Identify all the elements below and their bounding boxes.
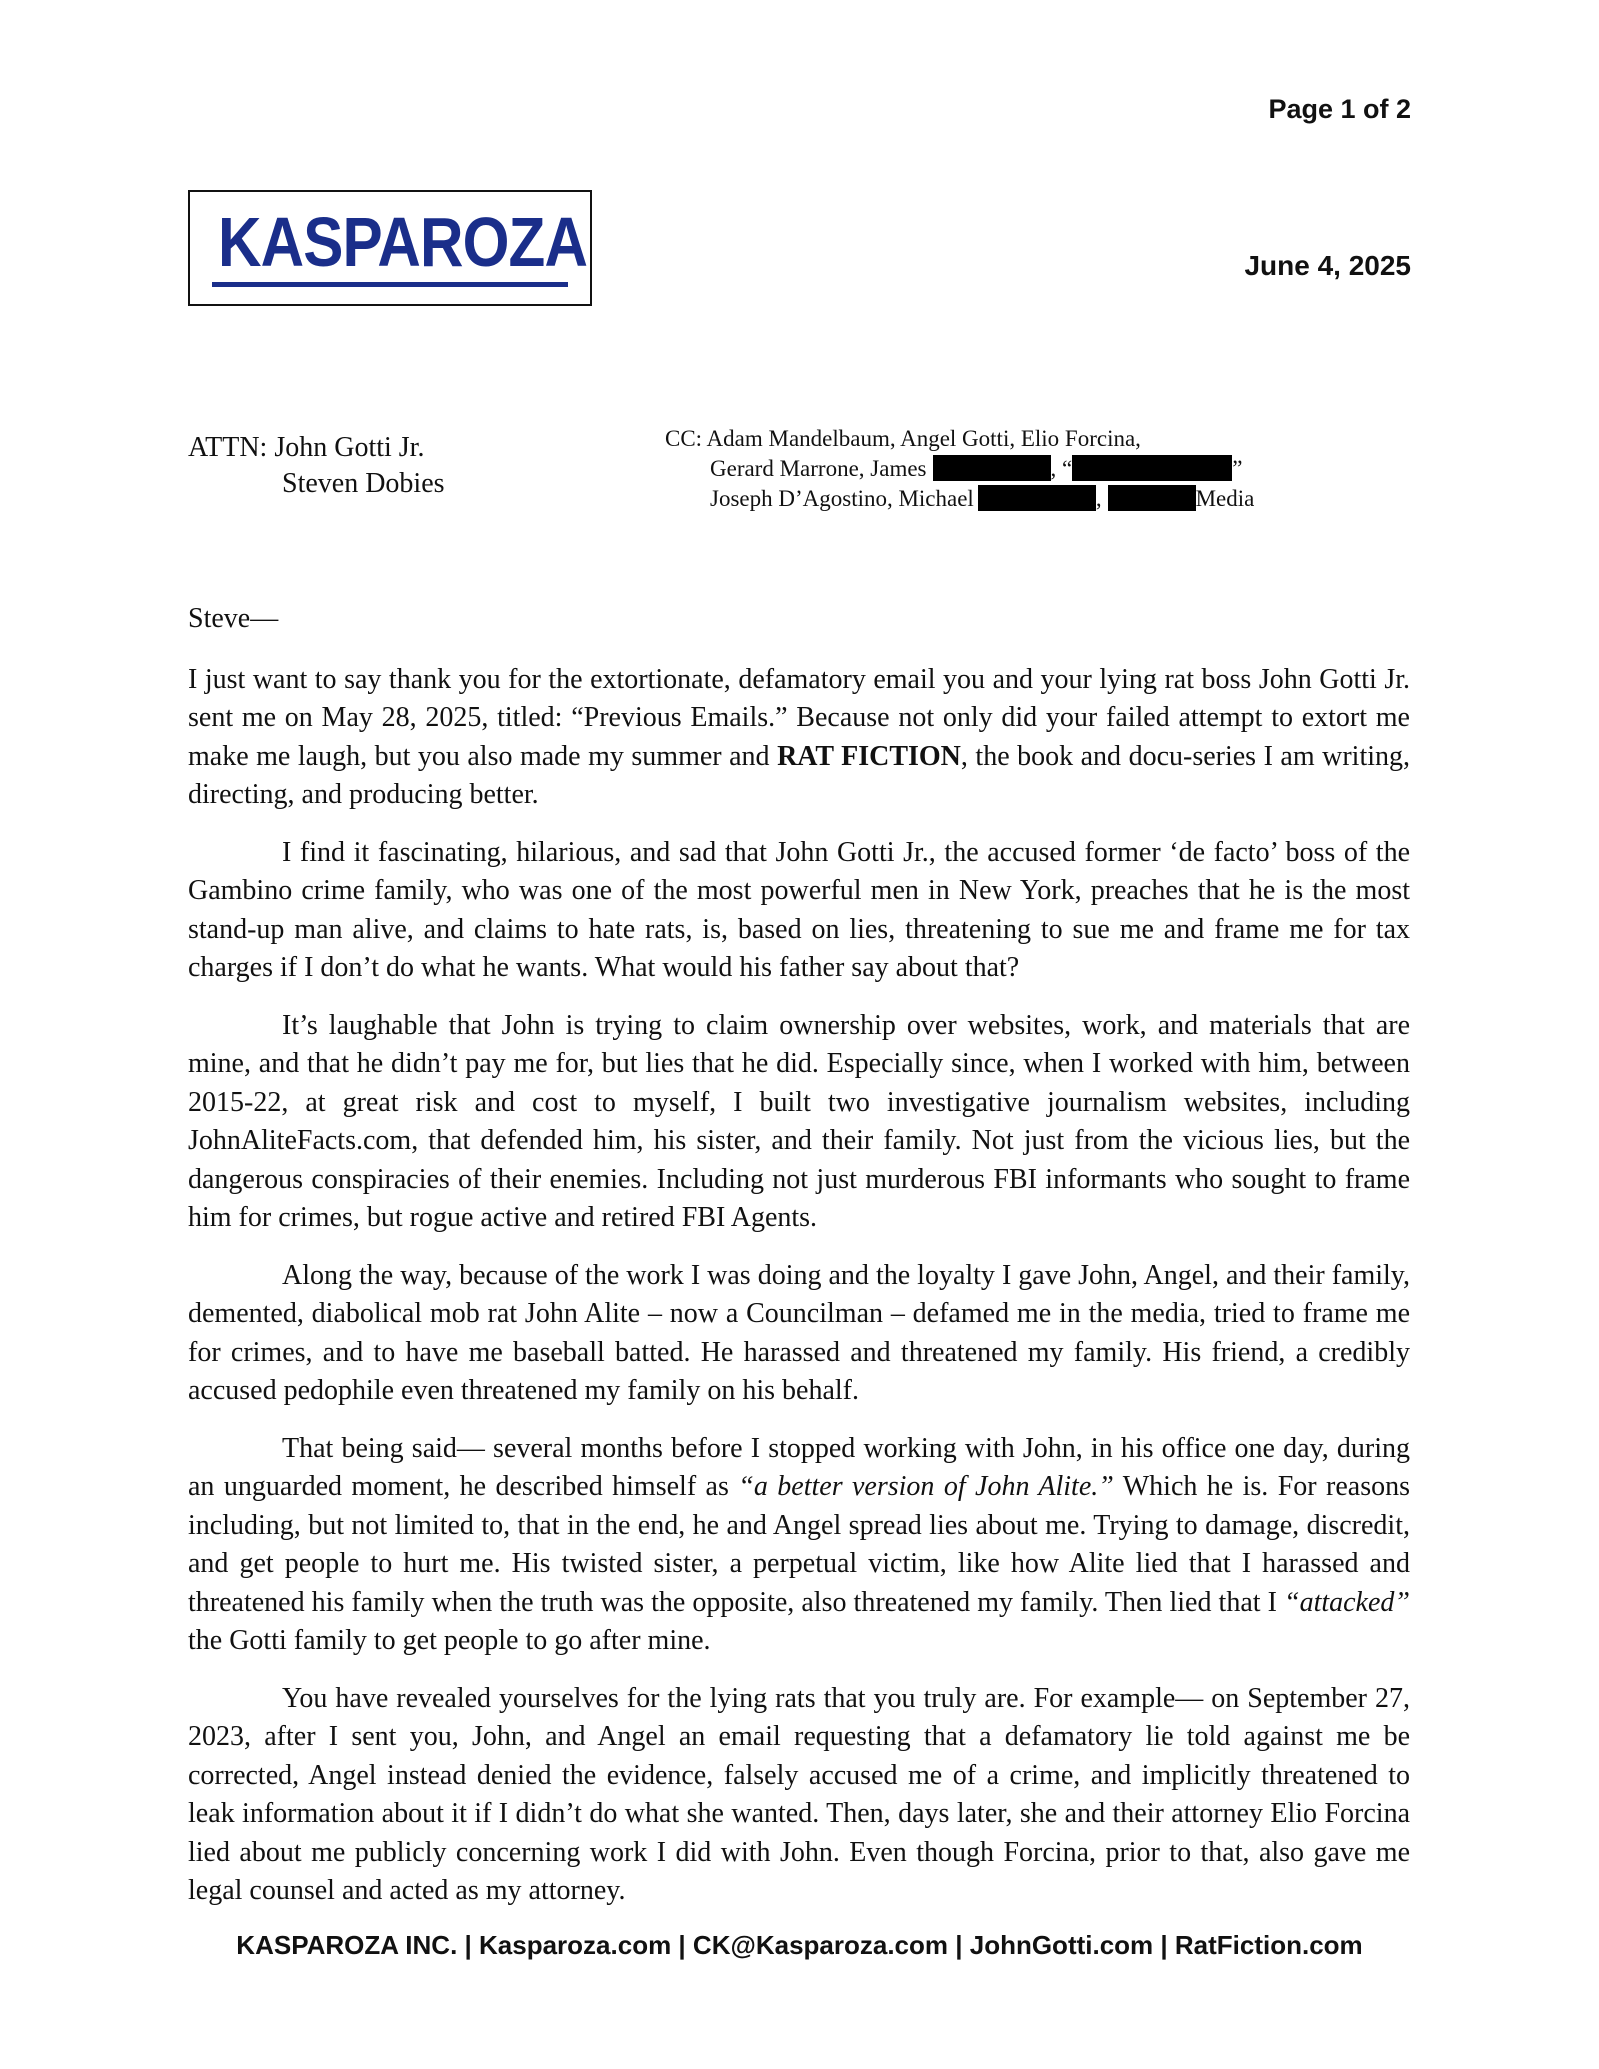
paragraph-text: That being said— several months before I stopped working with John, in his office one day, during an unguarded moment, he described himself as [188,1432,1410,1502]
logo-text: KASPAROZA [218,203,588,281]
cc-text: , “ [1050,456,1073,481]
paragraph-text: the Gotti family to get people to go after mine. [188,1625,711,1656]
cc-text: , [1095,486,1102,511]
paragraph: Along the way, because of the work I was doing and the loyalty I gave John, Angel, and their family, demented, diabolical mob rat John Alite – now a Councilman – defamed me in the media, tried to frame me for crimes, and to have me baseball batted. He harassed and threatened my family. His friend, a credibly accused pedophile even threatened my family on his behalf. [188,1259,1410,1406]
paragraph-text: Which he is. For reasons including, but not limited to, that in the end, he and Angel spread lies about me. Trying to damage, discredit, and get people to hurt me. His twisted sister, a perpetual victim, like how Alite lied that I harassed and threatened his family when the truth was the opposite, also threatened my family. Then lied that I [188,1471,1410,1618]
attn-recipient: John Gotti Jr. [274,432,425,463]
salutation: Steve— [188,603,279,634]
logo-underline [212,282,568,287]
redaction-bar [1108,485,1196,511]
quote: “a better version of John Alite.” [738,1471,1114,1502]
cc-text: Media [1195,486,1255,511]
paragraph [188,1430,1410,1661]
book-title: RAT FICTION [777,740,961,772]
paragraph: I find it fascinating, hilarious, and sad that John Gotti Jr., the accused former ‘de facto’ boss of the Gambino crime family, who was one of the most powerful men in New York, preaches that he is the most stand-up man alive, and claims to hate rats, is, based on lies, threatening to sue me and frame me for tax charges if I don’t do what he wants. What would his father say about that? [188,836,1410,983]
attn-block [188,430,445,502]
paragraph [188,661,1410,815]
redaction-bar [978,485,1096,511]
attn-recipient: Steven Dobies [282,468,445,499]
cc-text: ” [1232,456,1243,481]
cc-text: Joseph D’Agostino, Michael [710,486,974,511]
page-number: Page 1 of 2 [1268,94,1411,124]
attn-label: ATTN: [188,432,268,463]
cc-text: Gerard Marrone, James [710,456,927,481]
paragraph: You have revealed yourselves for the lying rats that you truly are. For example— on September 27, 2023, after I sent you, John, and Angel an email requesting that a defamatory lie told against me be corrected, Angel instead denied the evidence, falsely accused me of a crime, and implicitly threatened to leak information about it if I didn’t do what she wanted. Then, days later, she and their attorney Elio Forcina lied about me publicly concerning work I did with John. Even though Forcina, prior to that, also gave me legal counsel and acted as my attorney. [188,1682,1410,1906]
quote: “attacked” [1284,1586,1410,1618]
company-logo [188,190,592,306]
paragraph-text: I just want to say thank you for the extortionate, defamatory email you and your lying rat boss John Gotti Jr. sent me on May 28, 2025, titled: “Previous Emails.” Because not only did your failed attempt to extort me make me laugh, but you also made my summer and [188,663,1410,772]
cc-block [665,424,1254,514]
letter-date: June 4, 2025 [1244,250,1411,281]
redaction-bar [1072,455,1232,481]
redaction-bar [933,455,1051,481]
paragraph: It’s laughable that John is trying to claim ownership over websites, work, and materials that are mine, and that he didn’t pay me for, but lies that he did. Especially since, when I worked with him, between 2015-22, at great risk and cost to myself, I built two investigative journalism websites, including JohnAliteFacts.com, that defended him, his sister, and their family. Not just from the vicious lies, but the dangerous conspiracies of their enemies. Including not just murderous FBI informants who sought to frame him for crimes, but rogue active and retired FBI Agents. [188,1009,1410,1233]
footer: KASPAROZA INC. | Kasparoza.com | CK@Kasparoza.com | JohnGotti.com | RatFiction.com [236,1930,1363,1960]
cc-line: CC: Adam Mandelbaum, Angel Gotti, Elio Forcina, [665,426,1141,451]
cc-line [665,484,1254,514]
paragraph-text: , the book and docu-series I am writing, directing, and producing better. [188,740,1411,810]
cc-line [665,454,1254,484]
letter-body [188,600,1410,1930]
